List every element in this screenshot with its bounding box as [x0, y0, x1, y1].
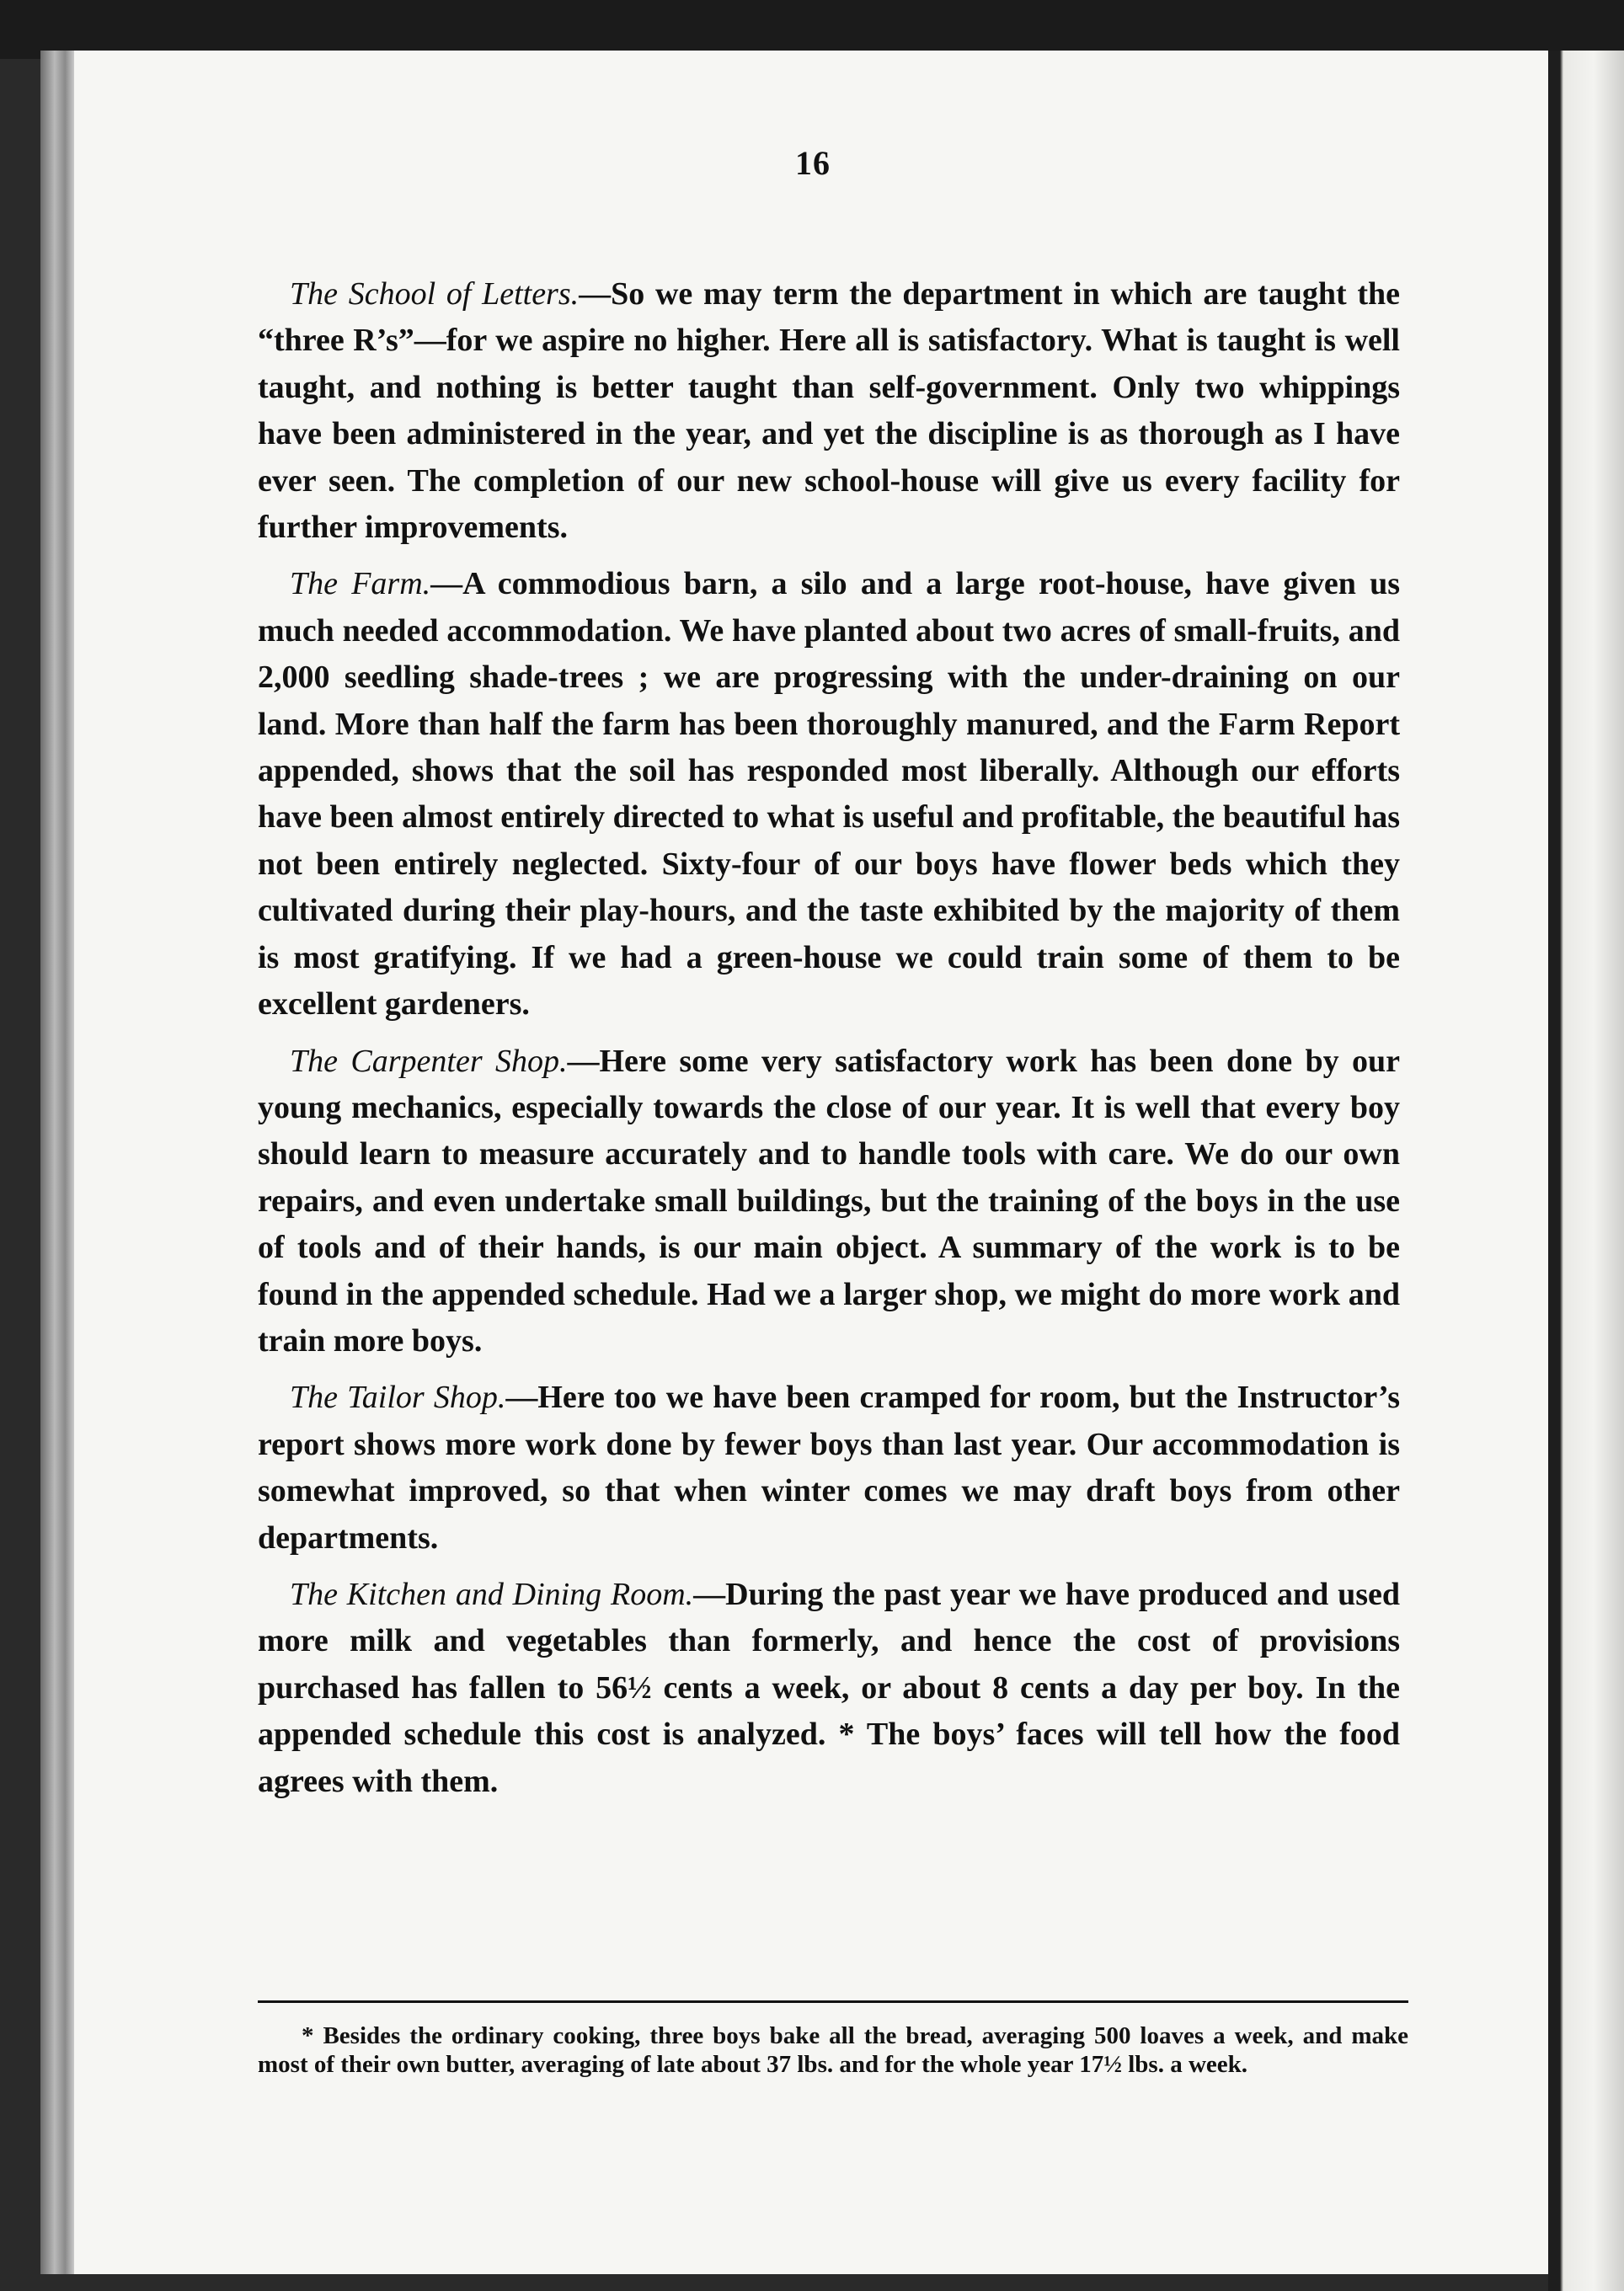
paragraph-school-of-letters [258, 271, 1400, 551]
paragraph-text: —Here too we have been cramped for room, but the Instructor’s report shows more work done by fewer boys than last year. Our accommodation is somewhat improved, so that when winter comes we may draft boys from other departments. [258, 1380, 1400, 1556]
section-heading: The Kitchen and Dining Room. [290, 1576, 694, 1612]
facing-page-edge [1548, 51, 1624, 2291]
paragraph-text: —So we may term the department in which are taught the “three R’s”—for we aspire no higher. Here all is satisfactory. What is taught is well taught, and nothing is better taught than self-government. Only two whippings have been administered in the year, and yet the discipline is as thorough as I have ever seen. The completion of our new school-house will give us every facility for further improvements. [258, 276, 1400, 546]
section-heading: The Carpenter Shop. [290, 1043, 568, 1079]
paragraph-carpenter-shop [258, 1039, 1400, 1365]
paragraph-text: —During the past year we have produced and used more milk and vegetables than formerly, and hence the cost of provisions purchased has fallen to 56½ cents a week, or about 8 cents a day per boy. In the appended schedule this cost is analyzed. * The boys’ faces will tell how the food agrees with them. [258, 1576, 1401, 1799]
footnote-divider [258, 2000, 1408, 2003]
section-heading: The Tailor Shop. [290, 1380, 506, 1416]
paragraph-text: —Here some very satisfactory work has been done by our young mechanics, especially towards the close of our year. It is well that every boy should learn to measure accurately and to handle tools with care. We do our own repairs, and even undertake small buildings, but the training of the boys in the use of tools and of their hands, is our main object. A summary of the work is to be found in the appended schedule. Had we a larger shop, we might do more work and train more boys. [258, 1043, 1400, 1359]
page-number: 16 [795, 144, 831, 182]
paragraph-text: —A commodious barn, a silo and a large root-house, have given us much needed accommodation. We have planted about two acres of small-fruits, and 2,000 seedling shade-trees ; we are progressing with the under-draining on our land. More than half the farm has been thoroughly manured, and the Farm Report appended, shows that the soil has responded most liberally. Although our efforts have been almost entirely directed to what is useful and profitable, the beautiful has not been entirely neglected. Sixty-four of our boys have flower beds which they cultivated during their play-hours, and the taste exhibited by the majority of them is most gratifying. If we had a green-house we could train some of them to be excellent gardeners. [258, 566, 1400, 1023]
paragraph-kitchen-dining-room [258, 1572, 1400, 1805]
paragraph-tailor-shop [258, 1375, 1400, 1562]
footnote: * Besides the ordinary cooking, three boys bake all the bread, averaging 500 loaves a week, and make most of their own butter, averaging of late about 37 lbs. and for the whole year 17½ lbs. a week. [258, 2022, 1408, 2078]
section-heading: The Farm. [290, 566, 431, 602]
paragraph-farm [258, 561, 1400, 1028]
section-heading: The School of Letters. [290, 276, 580, 312]
page-body [258, 271, 1400, 1815]
book-spine-edge [40, 51, 76, 2274]
